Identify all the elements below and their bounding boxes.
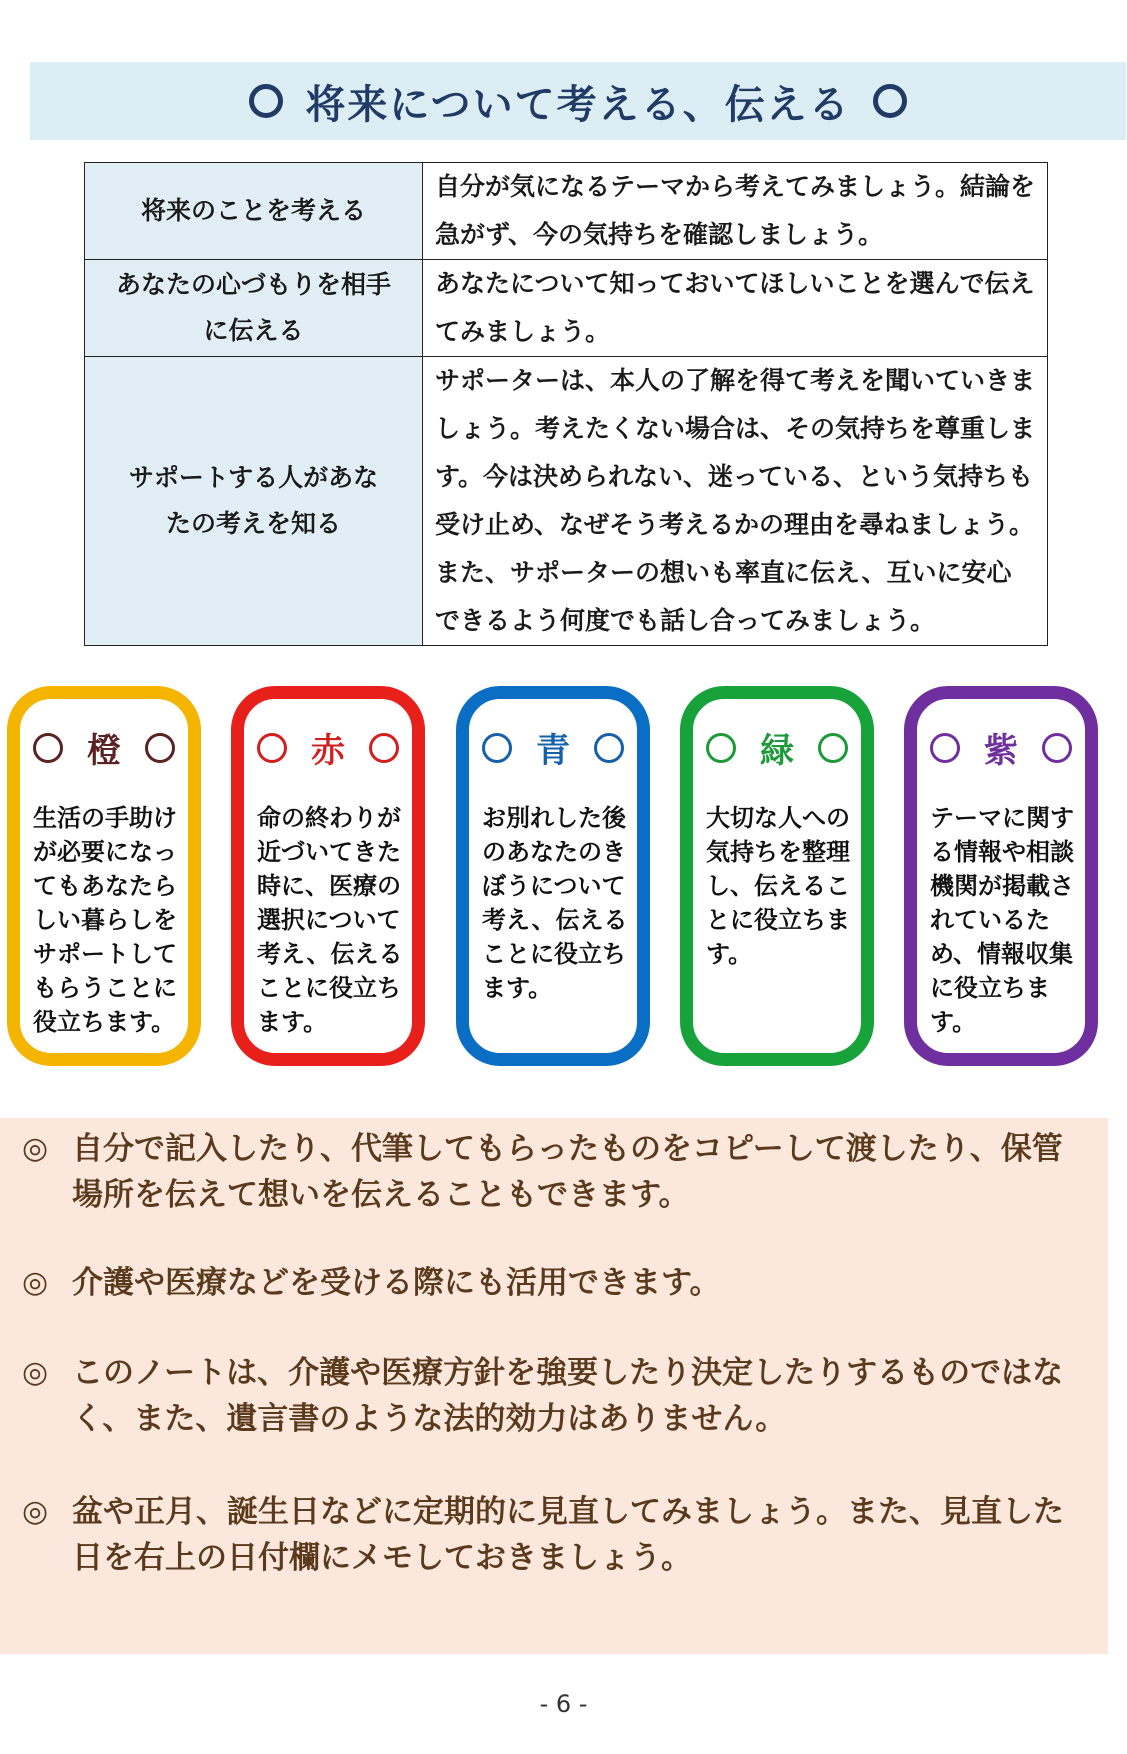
circle-icon	[33, 733, 63, 763]
note-item	[22, 1489, 1088, 1581]
card-text: 大切な人への気持ちを整理し、伝えることに役立ちます。	[706, 804, 850, 968]
page-title	[249, 73, 906, 130]
circle-icon	[873, 84, 907, 118]
theme-card	[231, 686, 425, 1066]
circle-icon	[1042, 733, 1072, 763]
card-text: 命の終わりが近づいてきた時に、医療の選択について考え、伝えることに役立ちます。	[257, 804, 403, 1036]
note-item	[22, 1350, 1088, 1442]
note-item	[22, 1126, 1088, 1218]
card-title-label: 橙	[87, 731, 121, 771]
double-circle-icon: ◎	[22, 1131, 49, 1166]
page-title-text: 将来について考える、伝える	[305, 81, 851, 128]
note-text: 自分で記入したり、代筆してもらったものをコピーして渡したり、保管場所を伝えて想いを伝えることもできます。	[72, 1131, 1063, 1213]
card-title-label: 赤	[311, 731, 345, 771]
card-title-label: 青	[536, 731, 570, 771]
circle-icon	[145, 733, 175, 763]
theme-card	[904, 686, 1098, 1066]
row-label: サポートする人があなたの考えを知る	[85, 357, 423, 646]
info-table	[84, 162, 1048, 646]
table-row	[85, 357, 1048, 646]
row-label: あなたの心づもりを相手に伝える	[85, 260, 423, 357]
card-title	[917, 723, 1085, 772]
theme-card	[7, 686, 201, 1066]
card-title	[244, 723, 412, 772]
double-circle-icon: ◎	[22, 1355, 49, 1390]
double-circle-icon: ◎	[22, 1494, 49, 1529]
row-label: 将来のことを考える	[85, 163, 423, 260]
row-text: サポーターは、本人の了解を得て考えを聞いていきましょう。考えたくない場合は、その気持ちを尊重します。今は決められない、迷っている、という気持ちも受け止め、なぜそう考えるかの理由を尋ねましょう。また、サポーターの想いも率直に伝え、互いに安心できるよう何度でも話し合ってみましょう。	[423, 357, 1048, 646]
card-text: お別れした後のあなたのきぼうについて考え、伝えることに役立ちます。	[482, 804, 628, 1002]
card-title	[20, 723, 188, 772]
circle-icon	[706, 733, 736, 763]
note-text: このノートは、介護や医療方針を強要したり決定したりするものではなく、また、遺言書のような法的効力はありません。	[72, 1355, 1064, 1437]
card-title-label: 緑	[760, 731, 794, 771]
row-text: 自分が気になるテーマから考えてみましょう。結論を急がず、今の気持ちを確認しましょう。	[423, 163, 1048, 260]
note-text: 介護や医療などを受ける際にも活用できます。	[72, 1265, 721, 1301]
circle-icon	[257, 733, 287, 763]
circle-icon	[818, 733, 848, 763]
notes-panel	[0, 1118, 1108, 1654]
title-banner	[30, 62, 1126, 140]
card-text: テーマに関する情報や相談機関が掲載されているため、情報収集に役立ちます。	[930, 804, 1074, 1036]
circle-icon	[369, 733, 399, 763]
theme-card	[680, 686, 874, 1066]
card-title-label: 紫	[984, 731, 1018, 771]
note-text: 盆や正月、誕生日などに定期的に見直してみましょう。また、見直した日を右上の日付欄にメモしておきましょう。	[72, 1494, 1064, 1576]
double-circle-icon: ◎	[22, 1265, 49, 1300]
theme-card	[456, 686, 650, 1066]
circle-icon	[482, 733, 512, 763]
table-row	[85, 163, 1048, 260]
page-number: - 6 -	[539, 1690, 588, 1718]
card-title	[469, 723, 637, 772]
circle-icon	[930, 733, 960, 763]
card-text: 生活の手助けが必要になってもあなたらしい暮らしをサポートしてもらうことに役立ちます。	[33, 804, 177, 1036]
card-title	[693, 723, 861, 772]
row-text: あなたについて知っておいてほしいことを選んで伝えてみましょう。	[423, 260, 1048, 357]
table-row	[85, 260, 1048, 357]
circle-icon	[249, 84, 283, 118]
circle-icon	[594, 733, 624, 763]
note-item	[22, 1260, 1088, 1306]
